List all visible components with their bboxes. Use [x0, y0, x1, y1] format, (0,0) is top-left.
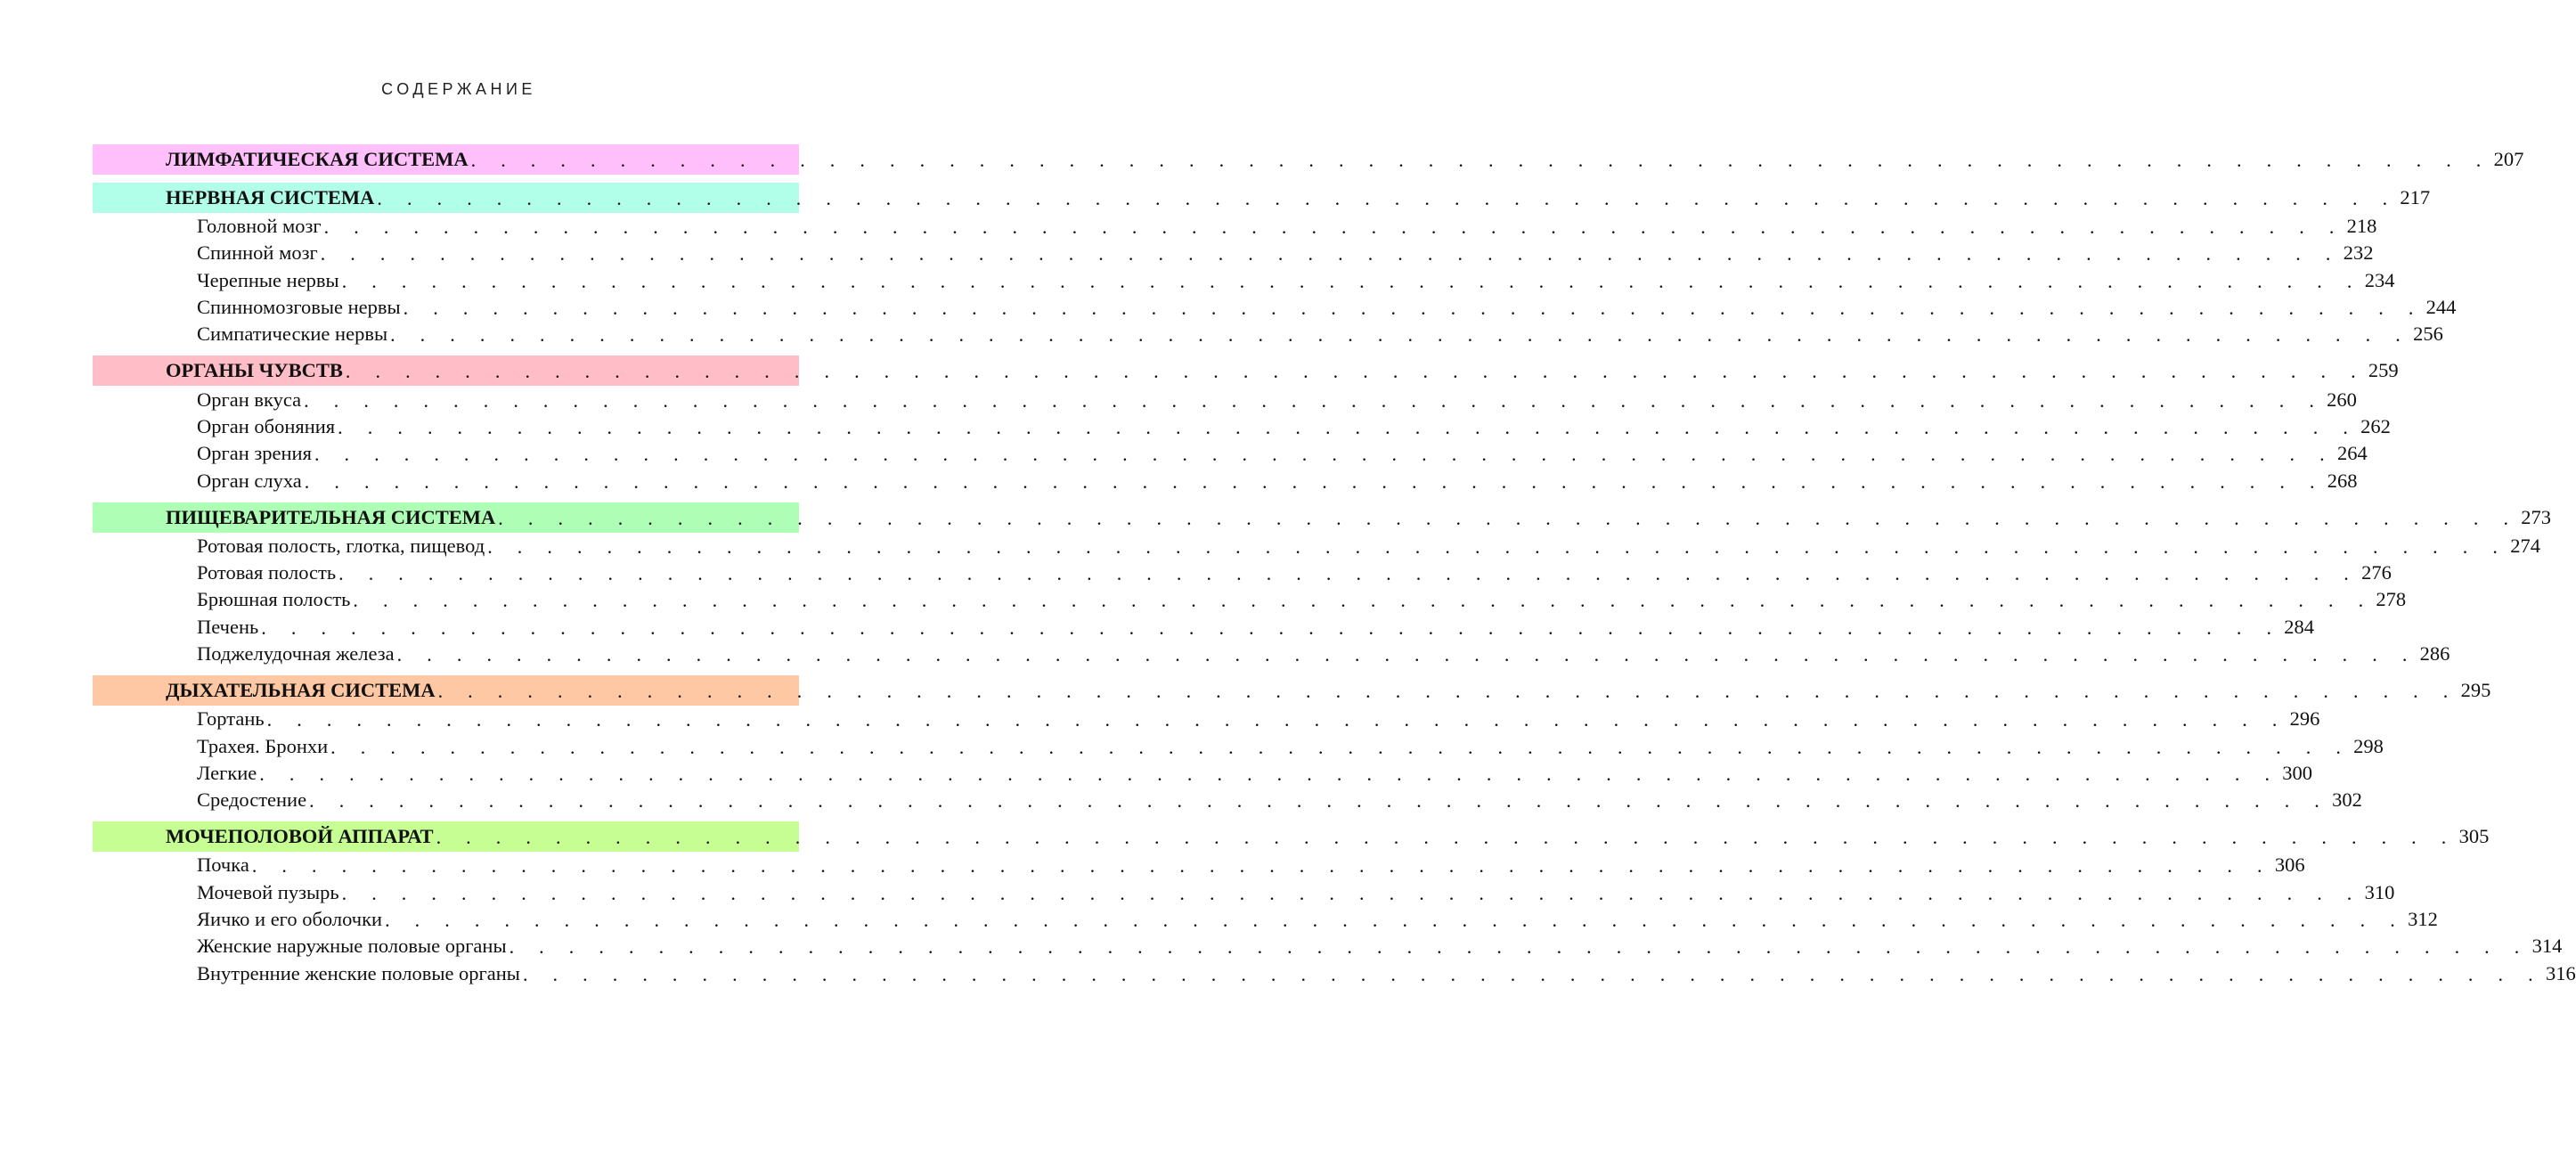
entry-label: Орган вкуса: [197, 388, 302, 411]
dot-leader: . . . . . . . . . . . . . . . . . . . . . . . . . . . . . . . . . . . . . . . . . . . . . . . . . . . . . . . . . . . . . . . . . . . .: [261, 616, 2282, 639]
section-title: ПИЩЕВАРИТЕЛЬНАЯ СИСТЕМА: [166, 505, 496, 528]
toc-entry[interactable]: [93, 732, 2384, 759]
page-number: 259: [2368, 359, 2399, 382]
toc-section: [93, 502, 2552, 667]
page-number: 274: [2510, 534, 2540, 557]
toc-entry[interactable]: [93, 641, 2450, 667]
toc-section-header[interactable]: [93, 144, 2524, 175]
section-title: ЛИМФАТИЧЕСКАЯ СИСТЕМА: [166, 148, 469, 170]
dot-leader: . . . . . . . . . . . . . . . . . . . . . . . . . . . . . . . . . . . . . . . . . . . . . . . . . . . . . . . . . . . . . . . . . . . .: [403, 297, 2424, 320]
page-number: 306: [2274, 854, 2305, 877]
dot-leader: . . . . . . . . . . . . . . . . . . . . . . . . . . . . . . . . . . . . . . . . . . . . . . . . . . . . . . . . . . . . . . . . . . . .: [341, 881, 2362, 904]
entry-label: Симпатические нервы: [197, 323, 388, 346]
page-number: 260: [2327, 388, 2357, 411]
dot-leader: . . . . . . . . . . . . . . . . . . . . . . . . . . . . . . . . . . . . . . . . . . . . . . . . . . . . . . . . . . . . . . . . . . . .: [385, 909, 2406, 932]
page-number: 232: [2343, 241, 2374, 265]
toc-entry[interactable]: [93, 906, 2438, 933]
entry-label: Спинномозговые нервы: [197, 296, 401, 319]
dot-leader: . . . . . . . . . . . . . . . . . . . . . . . . . . . . . . . . . . . . . . . . . . . . . . . . . . . . . . . . . . . . . . . . . . . .: [470, 149, 2491, 171]
entry-label: Женские наружные половые органы: [197, 935, 507, 958]
page-number: 314: [2531, 935, 2563, 958]
toc-entry[interactable]: [93, 933, 2563, 960]
page-number: 316: [2545, 961, 2576, 984]
page-number: 286: [2419, 642, 2450, 665]
entry-label: Легкие: [197, 761, 257, 784]
page-number: 312: [2408, 908, 2438, 931]
page-number: 234: [2364, 268, 2395, 291]
entry-label: Черепные нервы: [197, 268, 339, 291]
toc-section: [93, 675, 2491, 813]
toc-entry[interactable]: [93, 467, 2358, 494]
dot-leader: . . . . . . . . . . . . . . . . . . . . . . . . . . . . . . . . . . . . . . . . . . . . . . . . . . . . . . . . . . . . . . . . . . . .: [509, 935, 2530, 959]
page-number: 278: [2376, 588, 2407, 611]
entry-label: Мочевой пузырь: [197, 880, 339, 903]
entry-label: Печень: [197, 615, 259, 638]
page-number: 310: [2364, 880, 2395, 903]
section-title: МОЧЕПОЛОВОЙ АППАРАТ: [166, 825, 434, 848]
dot-leader: . . . . . . . . . . . . . . . . . . . . . . . . . . . . . . . . . . . . . . . . . . . . . . . . . . . . . . . . . . . . . . . . . . . .: [353, 589, 2374, 612]
dot-leader: . . . . . . . . . . . . . . . . . . . . . . . . . . . . . . . . . . . . . . . . . . . . . . . . . . . . . . . . . . . . . . . . . . . .: [338, 562, 2360, 585]
page-number: 273: [2521, 505, 2552, 528]
page-title: СОДЕРЖАНИЕ: [381, 80, 536, 98]
page-number: 256: [2413, 323, 2443, 346]
dot-leader: . . . . . . . . . . . . . . . . . . . . . . . . . . . . . . . . . . . . . . . . . . . . . . . . . . . . . . . . . . . . . . . . . . . .: [396, 643, 2417, 666]
entry-label: Спинной мозг: [197, 241, 318, 265]
dot-leader: . . . . . . . . . . . . . . . . . . . . . . . . . . . . . . . . . . . . . . . . . . . . . . . . . . . . . . . . . . . . . . . . . . . .: [266, 708, 2287, 731]
section-title: ОРГАНЫ ЧУВСТВ: [166, 359, 343, 382]
dot-leader: . . . . . . . . . . . . . . . . . . . . . . . . . . . . . . . . . . . . . . . . . . . . . . . . . . . . . . . . . . . . . . . . . . . .: [304, 388, 2325, 412]
page-number: 284: [2284, 615, 2315, 638]
entry-label: Брюшная полость: [197, 588, 351, 611]
dot-leader: . . . . . . . . . . . . . . . . . . . . . . . . . . . . . . . . . . . . . . . . . . . . . . . . . . . . . . . . . . . . . . . . . . . .: [498, 506, 2519, 529]
entry-label: Головной мозг: [197, 215, 322, 238]
entry-label: Гортань: [197, 707, 265, 731]
entry-label: Орган слуха: [197, 469, 302, 492]
entry-label: Яичко и его оболочки: [197, 908, 383, 931]
toc-entry[interactable]: [93, 533, 2540, 559]
entry-label: Ротовая полость, глотка, пищевод: [197, 534, 485, 557]
dot-leader: . . . . . . . . . . . . . . . . . . . . . . . . . . . . . . . . . . . . . . . . . . . . . . . . . . . . . . . . . . . . . . . . . . . .: [259, 762, 2280, 785]
page-number: 217: [2400, 186, 2431, 208]
dot-leader: . . . . . . . . . . . . . . . . . . . . . . . . . . . . . . . . . . . . . . . . . . . . . . . . . . . . . . . . . . . . . . . . . . . .: [314, 443, 2335, 466]
dot-leader: . . . . . . . . . . . . . . . . . . . . . . . . . . . . . . . . . . . . . . . . . . . . . . . . . . . . . . . . . . . . . . . . . . . .: [345, 360, 2366, 383]
page-number: 244: [2425, 296, 2457, 319]
toc-entry[interactable]: [93, 879, 2395, 906]
toc-entry[interactable]: [93, 960, 2576, 987]
dot-leader: . . . . . . . . . . . . . . . . . . . . . . . . . . . . . . . . . . . . . . . . . . . . . . . . . . . . . . . . . . . . . . . . . . . .: [304, 470, 2325, 493]
page-number: 298: [2353, 734, 2384, 757]
page-number: 295: [2460, 679, 2491, 702]
toc-entry[interactable]: [93, 386, 2357, 412]
dot-leader: . . . . . . . . . . . . . . . . . . . . . . . . . . . . . . . . . . . . . . . . . . . . . . . . . . . . . . . . . . . . . . . . . . . .: [437, 680, 2458, 703]
toc-entry[interactable]: [93, 240, 2374, 266]
dot-leader: . . . . . . . . . . . . . . . . . . . . . . . . . . . . . . . . . . . . . . . . . . . . . . . . . . . . . . . . . . . . . . . . . . . .: [522, 962, 2543, 985]
dot-leader: . . . . . . . . . . . . . . . . . . . . . . . . . . . . . . . . . . . . . . . . . . . . . . . . . . . . . . . . . . . . . . . . . . . .: [341, 269, 2362, 292]
toc-section-header[interactable]: [93, 502, 2552, 533]
toc-entry[interactable]: [93, 760, 2313, 787]
page-number: 302: [2332, 788, 2362, 812]
page-number: 268: [2327, 469, 2358, 492]
section-title: ДЫХАТЕЛЬНАЯ СИСТЕМА: [166, 679, 436, 702]
dot-leader: . . . . . . . . . . . . . . . . . . . . . . . . . . . . . . . . . . . . . . . . . . . . . . . . . . . . . . . . . . . . . . . . . . . .: [330, 735, 2352, 758]
toc-section: [93, 821, 2576, 986]
toc-entry[interactable]: [93, 852, 2305, 878]
toc-section-header[interactable]: [93, 183, 2431, 213]
toc-section: [93, 355, 2399, 494]
toc-entry[interactable]: [93, 586, 2407, 613]
dot-leader: . . . . . . . . . . . . . . . . . . . . . . . . . . . . . . . . . . . . . . . . . . . . . . . . . . . . . . . . . . . . . . . . . . . .: [309, 789, 2330, 813]
page-number: 305: [2458, 825, 2490, 848]
dot-leader: . . . . . . . . . . . . . . . . . . . . . . . . . . . . . . . . . . . . . . . . . . . . . . . . . . . . . . . . . . . . . . . . . . . .: [320, 242, 2341, 265]
toc-entry[interactable]: [93, 294, 2457, 321]
toc-section-header[interactable]: [93, 355, 2399, 386]
dot-leader: . . . . . . . . . . . . . . . . . . . . . . . . . . . . . . . . . . . . . . . . . . . . . . . . . . . . . . . . . . . . . . . . . . . .: [390, 323, 2411, 347]
toc-entry[interactable]: [93, 267, 2395, 294]
entry-label: Поджелудочная железа: [197, 642, 395, 665]
toc-entry[interactable]: [93, 440, 2368, 467]
dot-leader: . . . . . . . . . . . . . . . . . . . . . . . . . . . . . . . . . . . . . . . . . . . . . . . . . . . . . . . . . . . . . . . . . . . .: [487, 535, 2508, 558]
toc-section: [93, 144, 2524, 175]
toc-section-header[interactable]: [93, 675, 2491, 706]
dot-leader: . . . . . . . . . . . . . . . . . . . . . . . . . . . . . . . . . . . . . . . . . . . . . . . . . . . . . . . . . . . . . . . . . . . .: [436, 826, 2457, 849]
toc-section-header[interactable]: [93, 821, 2490, 852]
toc-entry[interactable]: [93, 413, 2391, 440]
toc-entry[interactable]: [93, 706, 2320, 732]
dot-leader: . . . . . . . . . . . . . . . . . . . . . . . . . . . . . . . . . . . . . . . . . . . . . . . . . . . . . . . . . . . . . . . . . . . .: [377, 187, 2398, 209]
entry-label: Орган обоняния: [197, 414, 336, 437]
entry-label: Почка: [197, 854, 249, 877]
entry-label: Орган зрения: [197, 442, 312, 465]
page-number: 300: [2282, 761, 2313, 784]
dot-leader: . . . . . . . . . . . . . . . . . . . . . . . . . . . . . . . . . . . . . . . . . . . . . . . . . . . . . . . . . . . . . . . . . . . .: [251, 854, 2272, 878]
page-number: 262: [2360, 414, 2391, 437]
page-number: 276: [2361, 561, 2392, 584]
section-title: НЕРВНАЯ СИСТЕМА: [166, 186, 375, 208]
entry-label: Средостение: [197, 788, 307, 812]
toc-entry[interactable]: [93, 321, 2443, 347]
toc-entry[interactable]: [93, 559, 2392, 586]
page-number: 296: [2289, 707, 2320, 731]
page-number: 264: [2336, 442, 2368, 465]
entry-label: Трахея. Бронхи: [197, 734, 329, 757]
dot-leader: . . . . . . . . . . . . . . . . . . . . . . . . . . . . . . . . . . . . . . . . . . . . . . . . . . . . . . . . . . . . . . . . . . . .: [323, 216, 2344, 239]
toc-entry[interactable]: [93, 614, 2315, 641]
toc-entry[interactable]: [93, 787, 2362, 813]
entry-label: Внутренние женские половые органы: [197, 961, 520, 984]
entry-label: Ротовая полость: [197, 561, 337, 584]
page-number: 207: [2493, 148, 2524, 170]
table-of-contents: [93, 144, 2576, 995]
toc-entry[interactable]: [93, 213, 2377, 240]
page-number: 218: [2346, 215, 2377, 238]
toc-section: [93, 183, 2457, 347]
dot-leader: . . . . . . . . . . . . . . . . . . . . . . . . . . . . . . . . . . . . . . . . . . . . . . . . . . . . . . . . . . . . . . . . . . . .: [338, 415, 2359, 438]
